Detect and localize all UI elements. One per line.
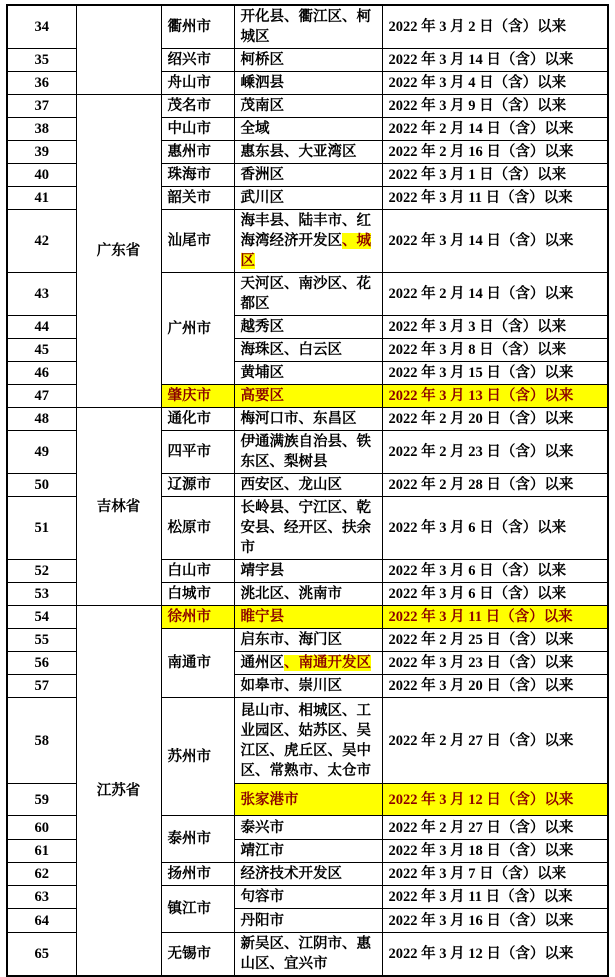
city-cell: 泰州市 bbox=[161, 816, 234, 863]
table-row-54 bbox=[7, 606, 608, 629]
districts-cell bbox=[234, 5, 382, 49]
city-cell: 珠海市 bbox=[161, 164, 234, 187]
city-cell: 苏州市 bbox=[161, 698, 234, 816]
districts-text: 张家港市 bbox=[240, 791, 299, 808]
row-number-cell: 38 bbox=[7, 118, 76, 141]
date-cell: 2022 年 3 月 8 日（含）以来 bbox=[382, 339, 608, 362]
districts-cell bbox=[234, 840, 382, 863]
districts-cell bbox=[234, 273, 382, 316]
districts-text: 惠东县、大亚湾区 bbox=[240, 144, 357, 160]
date-cell: 2022 年 3 月 6 日（含）以来 bbox=[382, 583, 608, 606]
districts-cell bbox=[234, 339, 382, 362]
districts-text: 洮北区、洮南市 bbox=[240, 586, 342, 602]
districts-cell bbox=[234, 95, 382, 118]
date-cell: 2022 年 2 月 20 日（含）以来 bbox=[382, 408, 608, 431]
date-cell: 2022 年 2 月 27 日（含）以来 bbox=[382, 816, 608, 840]
city-cell: 四平市 bbox=[161, 431, 234, 474]
row-number-cell: 41 bbox=[7, 187, 76, 210]
date-cell: 2022 年 2 月 16 日（含）以来 bbox=[382, 141, 608, 164]
districts-cell bbox=[234, 210, 382, 273]
city-cell: 茂名市 bbox=[161, 95, 234, 118]
districts-text: 梅河口市、东昌区 bbox=[240, 411, 357, 427]
date-cell: 2022 年 3 月 12 日（含）以来 bbox=[382, 784, 608, 816]
city-cell: 通化市 bbox=[161, 408, 234, 431]
date-cell: 2022 年 3 月 9 日（含）以来 bbox=[382, 95, 608, 118]
table-row-48 bbox=[7, 408, 608, 431]
districts-cell bbox=[234, 385, 382, 408]
date-cell: 2022 年 3 月 12 日（含）以来 bbox=[382, 933, 608, 977]
row-number-cell: 48 bbox=[7, 408, 76, 431]
row-number-cell: 40 bbox=[7, 164, 76, 187]
city-cell: 肇庆市 bbox=[161, 385, 234, 408]
city-cell: 辽源市 bbox=[161, 474, 234, 497]
row-number-cell: 64 bbox=[7, 909, 76, 933]
city-cell: 镇江市 bbox=[161, 886, 234, 933]
date-cell: 2022 年 2 月 28 日（含）以来 bbox=[382, 474, 608, 497]
row-number-cell: 51 bbox=[7, 497, 76, 560]
districts-text: 靖宇县 bbox=[240, 563, 284, 579]
districts-cell bbox=[234, 863, 382, 886]
districts-cell bbox=[234, 652, 382, 675]
date-cell: 2022 年 3 月 16 日（含）以来 bbox=[382, 909, 608, 933]
row-number-cell: 55 bbox=[7, 629, 76, 652]
date-cell: 2022 年 3 月 14 日（含）以来 bbox=[382, 210, 608, 273]
districts-cell bbox=[234, 583, 382, 606]
districts-text: 泰兴市 bbox=[240, 819, 284, 836]
row-number-cell: 44 bbox=[7, 316, 76, 339]
districts-text: 西安区、龙山区 bbox=[240, 477, 342, 493]
districts-text: 丹阳市 bbox=[240, 912, 284, 929]
city-cell: 白山市 bbox=[161, 560, 234, 583]
row-number-cell: 65 bbox=[7, 933, 76, 977]
row-number-cell: 57 bbox=[7, 675, 76, 698]
date-cell: 2022 年 3 月 7 日（含）以来 bbox=[382, 863, 608, 886]
date-cell: 2022 年 3 月 6 日（含）以来 bbox=[382, 560, 608, 583]
districts-cell bbox=[234, 497, 382, 560]
row-number-cell: 50 bbox=[7, 474, 76, 497]
row-number-cell: 52 bbox=[7, 560, 76, 583]
city-cell: 惠州市 bbox=[161, 141, 234, 164]
city-cell: 衢州市 bbox=[161, 5, 234, 49]
districts-text: 睢宁县 bbox=[240, 609, 284, 625]
province-cell bbox=[76, 5, 161, 95]
districts-text: 柯桥区 bbox=[240, 52, 284, 68]
districts-text: 如皋市、崇川区 bbox=[240, 678, 342, 694]
date-cell: 2022 年 3 月 18 日（含）以来 bbox=[382, 840, 608, 863]
districts-cell bbox=[234, 675, 382, 698]
districts-text: 句容市 bbox=[240, 889, 284, 905]
districts-text: 经济技术开发区 bbox=[240, 866, 342, 882]
table-row-34 bbox=[7, 5, 608, 49]
date-cell: 2022 年 3 月 23 日（含）以来 bbox=[382, 652, 608, 675]
date-cell: 2022 年 2 月 23 日（含）以来 bbox=[382, 431, 608, 474]
province-cell: 江苏省 bbox=[76, 606, 161, 977]
row-number-cell: 60 bbox=[7, 816, 76, 840]
city-cell: 韶关市 bbox=[161, 187, 234, 210]
date-cell: 2022 年 3 月 1 日（含）以来 bbox=[382, 164, 608, 187]
districts-cell bbox=[234, 164, 382, 187]
province-cell: 广东省 bbox=[76, 95, 161, 408]
districts-cell bbox=[234, 909, 382, 933]
districts-text: 新吴区、江阴市、惠山区、宜兴市 bbox=[240, 936, 371, 972]
districts-cell bbox=[234, 408, 382, 431]
districts-highlighted-text: 、城区 bbox=[240, 233, 371, 269]
row-number-cell: 47 bbox=[7, 385, 76, 408]
districts-text: 嵊泗县 bbox=[240, 75, 284, 91]
districts-text: 启东市、海门区 bbox=[240, 632, 342, 648]
districts-cell bbox=[234, 629, 382, 652]
date-cell: 2022 年 3 月 14 日（含）以来 bbox=[382, 49, 608, 72]
districts-cell bbox=[234, 316, 382, 339]
city-cell: 白城市 bbox=[161, 583, 234, 606]
districts-text: 茂南区 bbox=[240, 98, 284, 114]
row-number-cell: 39 bbox=[7, 141, 76, 164]
districts-cell bbox=[234, 141, 382, 164]
districts-text: 武川区 bbox=[240, 190, 284, 206]
districts-text: 伊通满族自治县、铁东区、梨树县 bbox=[240, 434, 371, 470]
districts-cell bbox=[234, 118, 382, 141]
districts-text: 开化县、衢江区、柯城区 bbox=[240, 9, 371, 45]
districts-cell bbox=[234, 362, 382, 385]
row-number-cell: 45 bbox=[7, 339, 76, 362]
row-number-cell: 43 bbox=[7, 273, 76, 316]
districts-text: 越秀区 bbox=[240, 319, 284, 335]
row-number-cell: 56 bbox=[7, 652, 76, 675]
row-number-cell: 58 bbox=[7, 698, 76, 784]
row-number-cell: 35 bbox=[7, 49, 76, 72]
date-cell: 2022 年 3 月 2 日（含）以来 bbox=[382, 5, 608, 49]
date-cell: 2022 年 3 月 11 日（含）以来 bbox=[382, 606, 608, 629]
row-number-cell: 36 bbox=[7, 72, 76, 95]
city-cell: 中山市 bbox=[161, 118, 234, 141]
date-cell: 2022 年 3 月 20 日（含）以来 bbox=[382, 675, 608, 698]
date-cell: 2022 年 3 月 3 日（含）以来 bbox=[382, 316, 608, 339]
districts-text: 全域 bbox=[240, 121, 270, 137]
districts-cell bbox=[234, 784, 382, 816]
districts-text: 昆山市、相城区、工业园区、姑苏区、吴江区、虎丘区、吴中区、常熟市、太仓市 bbox=[240, 702, 371, 779]
city-cell: 舟山市 bbox=[161, 72, 234, 95]
row-number-cell: 42 bbox=[7, 210, 76, 273]
districts-cell bbox=[234, 560, 382, 583]
date-cell: 2022 年 3 月 4 日（含）以来 bbox=[382, 72, 608, 95]
districts-cell bbox=[234, 886, 382, 909]
city-cell: 无锡市 bbox=[161, 933, 234, 977]
city-cell: 扬州市 bbox=[161, 863, 234, 886]
row-number-cell: 59 bbox=[7, 784, 76, 816]
city-cell: 松原市 bbox=[161, 497, 234, 560]
date-cell: 2022 年 2 月 14 日（含）以来 bbox=[382, 118, 608, 141]
date-cell: 2022 年 3 月 11 日（含）以来 bbox=[382, 187, 608, 210]
date-cell: 2022 年 3 月 15 日（含）以来 bbox=[382, 362, 608, 385]
date-cell: 2022 年 3 月 11 日（含）以来 bbox=[382, 886, 608, 909]
districts-text: 海丰县、陆丰市、红海湾经济开发区 bbox=[240, 213, 371, 249]
districts-cell bbox=[234, 698, 382, 784]
city-cell: 汕尾市 bbox=[161, 210, 234, 273]
city-cell: 广州市 bbox=[161, 273, 234, 385]
districts-text: 黄埔区 bbox=[240, 365, 284, 381]
date-cell: 2022 年 3 月 6 日（含）以来 bbox=[382, 497, 608, 560]
city-cell: 南通市 bbox=[161, 629, 234, 698]
table-body bbox=[7, 5, 608, 976]
districts-cell bbox=[234, 606, 382, 629]
city-cell: 徐州市 bbox=[161, 606, 234, 629]
row-number-cell: 62 bbox=[7, 863, 76, 886]
districts-cell bbox=[234, 933, 382, 977]
districts-text: 天河区、南沙区、花都区 bbox=[240, 276, 371, 312]
districts-text: 长岭县、宁江区、乾安县、经开区、扶余市 bbox=[240, 500, 371, 556]
row-number-cell: 63 bbox=[7, 886, 76, 909]
date-cell: 2022 年 2 月 14 日（含）以来 bbox=[382, 273, 608, 316]
districts-text: 海珠区、白云区 bbox=[240, 342, 342, 358]
districts-text: 靖江市 bbox=[240, 843, 284, 859]
districts-text: 香洲区 bbox=[240, 167, 284, 183]
table-row-37 bbox=[7, 95, 608, 118]
row-number-cell: 37 bbox=[7, 95, 76, 118]
province-cell: 吉林省 bbox=[76, 408, 161, 606]
date-cell: 2022 年 3 月 13 日（含）以来 bbox=[382, 385, 608, 408]
districts-cell bbox=[234, 816, 382, 840]
date-cell: 2022 年 2 月 27 日（含）以来 bbox=[382, 698, 608, 784]
region-restriction-table bbox=[6, 4, 609, 977]
districts-text: 高要区 bbox=[240, 388, 284, 404]
districts-cell bbox=[234, 474, 382, 497]
row-number-cell: 54 bbox=[7, 606, 76, 629]
row-number-cell: 61 bbox=[7, 840, 76, 863]
row-number-cell: 49 bbox=[7, 431, 76, 474]
districts-cell bbox=[234, 187, 382, 210]
city-cell: 绍兴市 bbox=[161, 49, 234, 72]
districts-text: 通州区 bbox=[240, 655, 284, 671]
districts-cell bbox=[234, 72, 382, 95]
districts-cell bbox=[234, 431, 382, 474]
row-number-cell: 46 bbox=[7, 362, 76, 385]
districts-highlighted-text: 、南通开发区 bbox=[284, 655, 371, 671]
date-cell: 2022 年 2 月 25 日（含）以来 bbox=[382, 629, 608, 652]
row-number-cell: 34 bbox=[7, 5, 76, 49]
districts-cell bbox=[234, 49, 382, 72]
row-number-cell: 53 bbox=[7, 583, 76, 606]
